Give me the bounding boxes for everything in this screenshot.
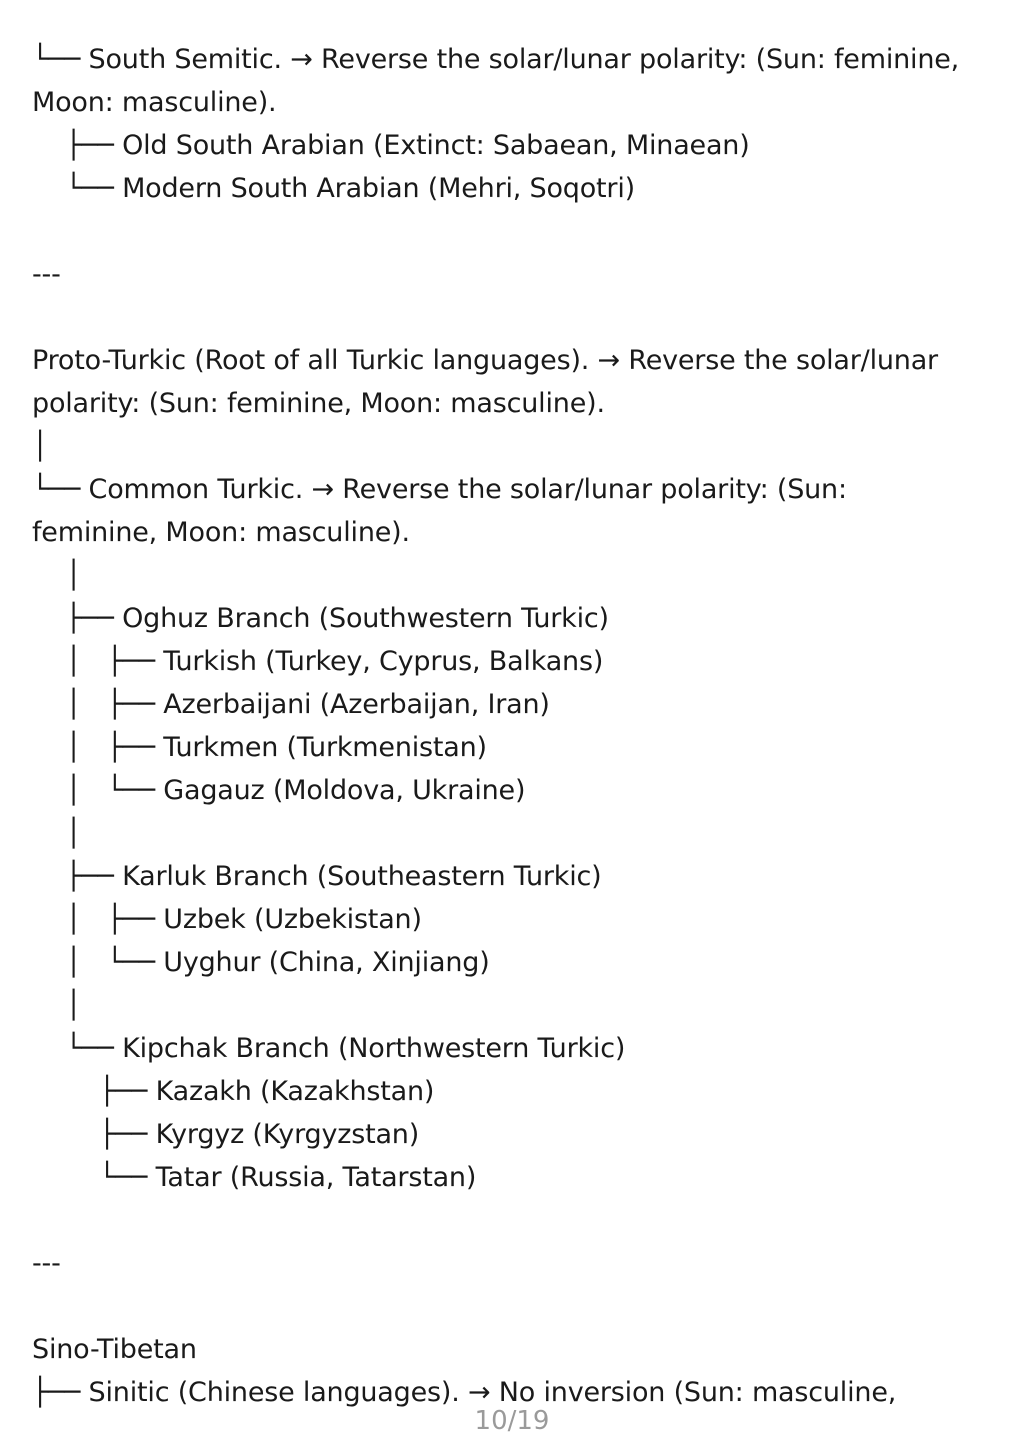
section-divider: ---	[32, 259, 61, 290]
tree-connector: │	[32, 990, 82, 1021]
text-line: ├── Kyrgyz (Kyrgyzstan)	[32, 1119, 420, 1150]
tree-connector: │	[32, 431, 49, 462]
blank-line	[32, 1285, 992, 1328]
tree-connector: │	[32, 560, 82, 591]
text-line: └── Common Turkic. → Reverse the solar/lunar polarity: (Sun:	[32, 474, 847, 505]
text-line: │ ├── Turkish (Turkey, Cyprus, Balkans)	[32, 646, 604, 677]
text-line: └── Tatar (Russia, Tatarstan)	[32, 1162, 477, 1193]
page-number: 10/19	[474, 1406, 550, 1436]
document-body	[32, 38, 992, 1414]
text-line: Proto-Turkic (Root of all Turkic languages). → Reverse the solar/lunar	[32, 345, 938, 376]
text-line: │ ├── Uzbek (Uzbekistan)	[32, 904, 422, 935]
text-line: Moon: masculine).	[32, 87, 277, 118]
text-line: ├── Sinitic (Chinese languages). → No inversion (Sun: masculine,	[32, 1377, 897, 1408]
text-line: │ ├── Azerbaijani (Azerbaijan, Iran)	[32, 689, 550, 720]
text-line: └── South Semitic. → Reverse the solar/lunar polarity: (Sun: feminine,	[32, 44, 960, 75]
text-line: │ └── Uyghur (China, Xinjiang)	[32, 947, 490, 978]
text-line: └── Kipchak Branch (Northwestern Turkic)	[32, 1033, 626, 1064]
text-line: ├── Karluk Branch (Southeastern Turkic)	[32, 861, 602, 892]
text-line: Sino-Tibetan	[32, 1334, 197, 1365]
text-line: ├── Old South Arabian (Extinct: Sabaean, Minaean)	[32, 130, 750, 161]
text-line: ├── Kazakh (Kazakhstan)	[32, 1076, 435, 1107]
text-line: polarity: (Sun: feminine, Moon: masculine).	[32, 388, 605, 419]
blank-line	[32, 210, 992, 253]
blank-line	[32, 296, 992, 339]
text-line: │ └── Gagauz (Moldova, Ukraine)	[32, 775, 526, 806]
text-line: feminine, Moon: masculine).	[32, 517, 410, 548]
text-line: │ ├── Turkmen (Turkmenistan)	[32, 732, 487, 763]
section-divider: ---	[32, 1248, 61, 1279]
text-line: ├── Oghuz Branch (Southwestern Turkic)	[32, 603, 609, 634]
blank-line	[32, 1199, 992, 1242]
tree-connector: │	[32, 818, 82, 849]
text-line: └── Modern South Arabian (Mehri, Soqotri)	[32, 173, 635, 204]
